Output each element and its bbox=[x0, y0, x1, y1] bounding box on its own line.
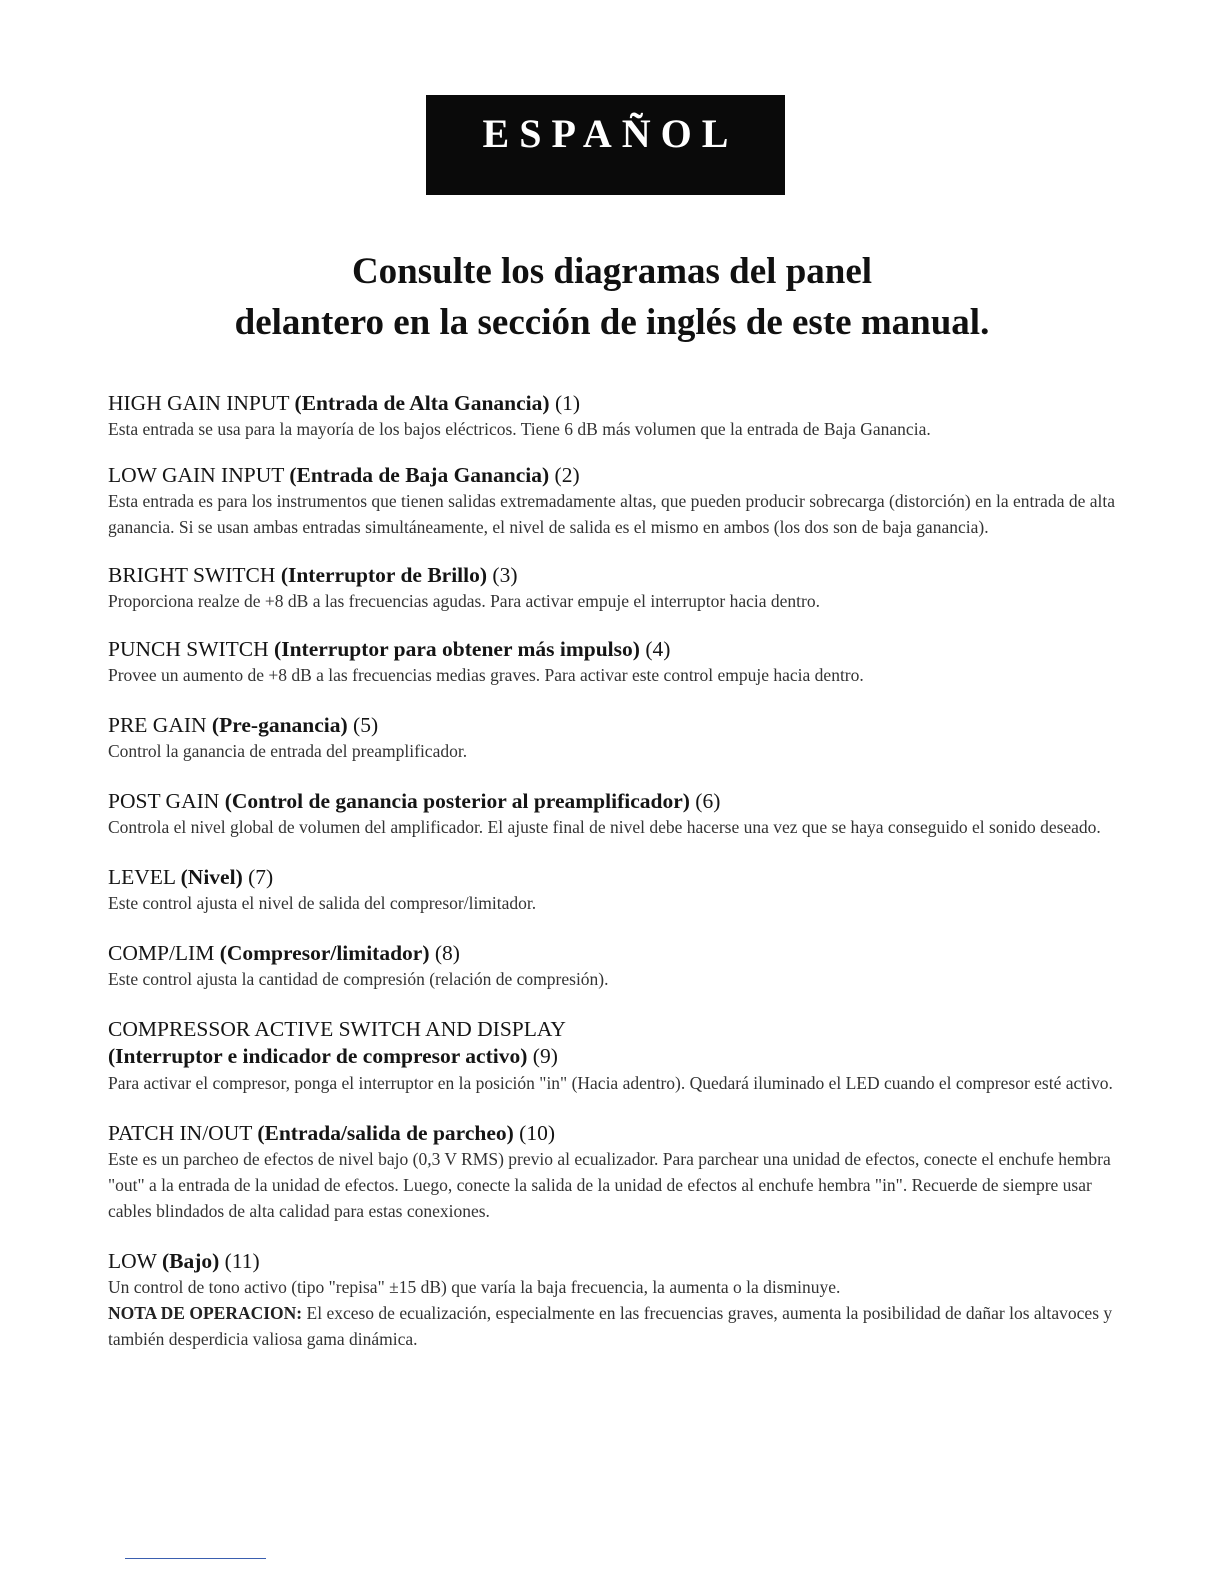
footer-rule bbox=[125, 1558, 266, 1559]
section-body: Control la ganancia de entrada del preamplificador. bbox=[108, 741, 468, 761]
note-label: NOTA DE OPERACION: bbox=[108, 1303, 303, 1323]
title-english: LOW GAIN INPUT bbox=[108, 463, 284, 487]
item-number: (2) bbox=[554, 463, 580, 487]
section-title bbox=[108, 864, 1118, 890]
section-body: Para activar el compresor, ponga el interruptor en la posición "in" (Hacia adentro). Quedará iluminado el LED cuando el compresor esté activo. bbox=[108, 1073, 1113, 1093]
title-spanish: (Entrada de Alta Ganancia) bbox=[294, 391, 550, 415]
title-spanish: (Interruptor de Brillo) bbox=[280, 563, 488, 587]
section-patch-in-out bbox=[108, 1120, 1118, 1224]
title-spanish: (Control de ganancia posterior al preamplificador) bbox=[224, 789, 690, 813]
title-spanish: (Entrada de Baja Ganancia) bbox=[289, 463, 550, 487]
title-english: HIGH GAIN INPUT bbox=[108, 391, 290, 415]
language-label: ESPAÑOL bbox=[482, 110, 739, 156]
section-body: Esta entrada se usa para la mayoría de los bajos eléctricos. Tiene 6 dB más volumen que la entrada de Baja Ganancia. bbox=[108, 419, 931, 439]
title-english: PATCH IN/OUT bbox=[108, 1121, 252, 1145]
section-title bbox=[108, 712, 1118, 738]
section-subtitle bbox=[108, 1042, 1118, 1070]
section-title bbox=[108, 636, 1118, 662]
section-body: Proporciona realze de +8 dB a las frecuencias agudas. Para activar empuje el interruptor hacia dentro. bbox=[108, 591, 820, 611]
title-english: COMPRESSOR ACTIVE SWITCH AND DISPLAY bbox=[108, 1017, 566, 1041]
item-number: (11) bbox=[224, 1249, 260, 1273]
title-spanish: (Interruptor para obtener más impulso) bbox=[274, 637, 640, 661]
title-spanish: (Compresor/limitador) bbox=[219, 941, 430, 965]
item-number: (5) bbox=[353, 713, 379, 737]
control-sections bbox=[108, 390, 1118, 1352]
item-number: (7) bbox=[248, 865, 274, 889]
item-number: (1) bbox=[554, 391, 581, 415]
section-body: Este es un parcheo de efectos de nivel bajo (0,3 V RMS) previo al ecualizador. Para parchear una unidad de efectos, conecte el enchufe hembra "out" a la entrada de la unidad de efectos. Luego, conecte la salida de la unidad de efectos al enchufe hembra "in". Recuerde de siempre usar cables blindados de alta calidad para estas conexiones. bbox=[108, 1149, 1111, 1221]
section-title bbox=[108, 390, 1118, 416]
title-english: BRIGHT SWITCH bbox=[108, 563, 276, 587]
item-number: (6) bbox=[695, 789, 721, 813]
section-low bbox=[108, 1248, 1118, 1352]
section-level bbox=[108, 864, 1118, 916]
item-number: (4) bbox=[645, 637, 671, 661]
section-punch-switch bbox=[108, 636, 1118, 688]
title-spanish: (Bajo) bbox=[161, 1249, 220, 1273]
language-banner bbox=[426, 95, 785, 195]
title-spanish: (Nivel) bbox=[180, 865, 243, 889]
title-english: LEVEL bbox=[108, 865, 176, 889]
section-comp-lim bbox=[108, 940, 1118, 992]
section-title bbox=[108, 1120, 1118, 1146]
title-spanish: (Interruptor e indicador de compresor activo) bbox=[108, 1044, 528, 1068]
section-title bbox=[108, 1248, 1118, 1274]
section-title bbox=[108, 940, 1118, 966]
section-title bbox=[108, 562, 1118, 588]
operation-note bbox=[108, 1300, 1118, 1352]
title-english: LOW bbox=[108, 1249, 157, 1273]
section-bright-switch bbox=[108, 562, 1118, 614]
section-pre-gain bbox=[108, 712, 1118, 764]
heading-line-1: Consulte los diagramas del panel bbox=[351, 251, 873, 292]
title-english: PUNCH SWITCH bbox=[108, 637, 269, 661]
section-post-gain bbox=[108, 788, 1118, 840]
section-body: Este control ajusta la cantidad de compresión (relación de compresión). bbox=[108, 969, 609, 989]
section-body: Este control ajusta el nivel de salida del compresor/limitador. bbox=[108, 893, 537, 913]
title-english: COMP/LIM bbox=[108, 941, 215, 965]
section-high-gain-input bbox=[108, 390, 1118, 442]
page-heading bbox=[0, 246, 1224, 348]
item-number: (3) bbox=[492, 563, 518, 587]
section-body: Provee un aumento de +8 dB a las frecuencias medias graves. Para activar este control empuje hacia dentro. bbox=[108, 665, 864, 685]
section-title bbox=[108, 788, 1118, 814]
title-english: POST GAIN bbox=[108, 789, 220, 813]
title-english: PRE GAIN bbox=[108, 713, 207, 737]
section-compressor-active bbox=[108, 1016, 1118, 1096]
title-spanish: (Pre-ganancia) bbox=[211, 713, 348, 737]
section-title bbox=[108, 462, 1118, 488]
title-spanish: (Entrada/salida de parcheo) bbox=[257, 1121, 514, 1145]
note-body: El exceso de ecualización, especialmente en las frecuencias graves, aumenta la posibilidad de dañar los altavoces y también desperdicia valiosa gama dinámica. bbox=[108, 1303, 1113, 1349]
item-number: (10) bbox=[519, 1121, 555, 1145]
section-body: Un control de tono activo (tipo "repisa" ±15 dB) que varía la baja frecuencia, la aumenta o la disminuye. bbox=[108, 1277, 841, 1297]
section-title bbox=[108, 1016, 1118, 1042]
section-body: Controla el nivel global de volumen del amplificador. El ajuste final de nivel debe hacerse una vez que se haya conseguido el sonido deseado. bbox=[108, 817, 1101, 837]
section-body: Esta entrada es para los instrumentos que tienen salidas extremadamente altas, que pueden producir sobrecarga (distorción) en la entrada de alta ganancia. Si se usan ambas entradas simultáneamente, el nivel de salida es el mismo en ambos (los dos son de baja ganancia). bbox=[108, 491, 1115, 537]
heading-line-2: delantero en la sección de inglés de este manual. bbox=[234, 302, 990, 343]
item-number: (9) bbox=[532, 1044, 558, 1068]
item-number: (8) bbox=[434, 941, 460, 965]
section-low-gain-input bbox=[108, 462, 1118, 540]
